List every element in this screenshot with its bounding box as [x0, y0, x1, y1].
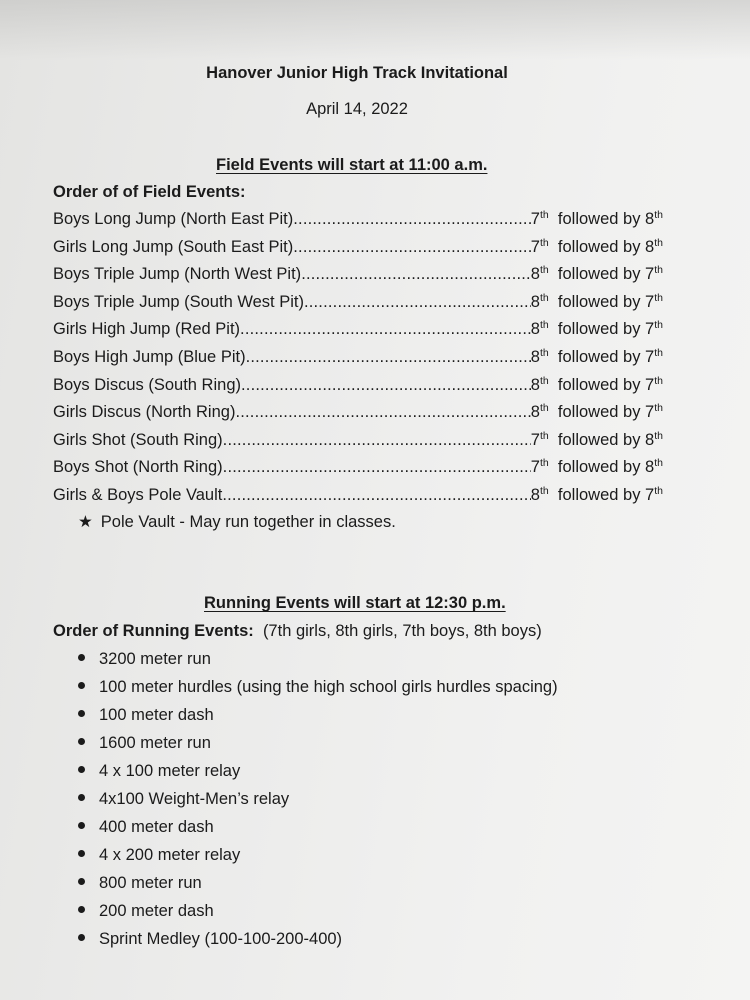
- second-grade-suffix: th: [654, 236, 663, 249]
- second-grade: 7: [645, 348, 655, 366]
- bullet-icon: [78, 794, 85, 801]
- field-event-order: [531, 265, 663, 284]
- first-grade: 8: [530, 348, 540, 366]
- second-grade: 7: [645, 486, 655, 504]
- bullet-icon: [78, 682, 85, 689]
- running-event-item: [78, 678, 558, 700]
- field-event-row: [53, 262, 663, 284]
- dot-leader: [293, 210, 531, 229]
- field-event-row: [53, 483, 663, 505]
- field-event-row: [53, 455, 663, 477]
- field-event-name: Boys Discus (South Ring): [53, 375, 241, 394]
- field-event-name: Girls & Boys Pole Vault: [53, 486, 223, 504]
- first-grade: 7: [530, 237, 540, 256]
- running-event-name: 800 meter run: [99, 874, 202, 892]
- second-grade: 8: [645, 210, 655, 228]
- field-event-order: [531, 376, 663, 395]
- running-event-name: 4 x 200 meter relay: [99, 846, 241, 864]
- bullet-icon: [78, 654, 85, 661]
- first-grade: 8: [530, 320, 540, 339]
- bullet-icon: [78, 710, 85, 717]
- field-order-heading: Order of of Field Events:: [53, 183, 246, 201]
- first-grade: 8: [530, 292, 540, 311]
- dot-leader: [223, 458, 531, 477]
- running-events-heading: Running Events will start at 12:30 p.m.: [204, 594, 506, 612]
- bullet-icon: [78, 850, 85, 857]
- second-grade-suffix: th: [654, 319, 663, 332]
- bullet-icon: [78, 934, 85, 941]
- running-event-name: 3200 meter run: [99, 650, 211, 668]
- followed-by-text: followed by: [557, 210, 641, 228]
- followed-by-text: followed by: [557, 458, 641, 477]
- first-grade-suffix: th: [539, 264, 549, 277]
- running-event-item: [78, 734, 211, 756]
- running-event-item: [78, 818, 214, 840]
- followed-by-text: followed by: [557, 237, 641, 256]
- field-event-name: Boys Triple Jump (North West Pit): [53, 265, 302, 284]
- field-event-row: [53, 373, 663, 395]
- running-event-name: 400 meter dash: [99, 818, 214, 836]
- first-grade-suffix: th: [539, 209, 549, 221]
- pole-vault-note: [78, 512, 396, 532]
- dot-leader: [223, 431, 531, 450]
- first-grade-suffix: th: [539, 374, 549, 387]
- second-grade: 7: [645, 375, 655, 394]
- field-event-row: [53, 207, 663, 229]
- running-event-item: [78, 874, 202, 896]
- first-grade-suffix: th: [539, 429, 549, 442]
- running-event-name: 4 x 100 meter relay: [99, 762, 241, 780]
- field-event-row: [53, 400, 663, 422]
- first-grade-suffix: th: [539, 319, 549, 332]
- followed-by-text: followed by: [557, 375, 641, 394]
- first-grade-suffix: th: [539, 347, 549, 359]
- second-grade: 8: [645, 458, 655, 477]
- field-event-order: [531, 210, 663, 229]
- field-event-row: [53, 345, 663, 367]
- running-event-item: [78, 846, 240, 868]
- bullet-icon: [78, 906, 85, 913]
- document-title: Hanover Junior High Track Invitational: [206, 64, 508, 82]
- followed-by-text: followed by: [557, 292, 641, 311]
- first-grade: 7: [530, 430, 540, 449]
- field-event-row: [53, 428, 663, 450]
- dot-leader: [241, 376, 531, 395]
- running-event-name: 200 meter dash: [99, 902, 214, 920]
- first-grade-suffix: th: [539, 457, 549, 470]
- second-grade-suffix: th: [654, 264, 663, 277]
- second-grade-suffix: th: [654, 402, 663, 415]
- field-event-row: [53, 235, 663, 257]
- followed-by-text: followed by: [557, 486, 641, 504]
- bullet-icon: [78, 766, 85, 773]
- field-event-row: [53, 317, 663, 339]
- star-icon: ★: [78, 513, 93, 531]
- dot-leader: [304, 293, 531, 312]
- second-grade: 7: [645, 265, 655, 284]
- first-grade-suffix: th: [539, 485, 549, 497]
- second-grade-suffix: th: [654, 209, 663, 221]
- first-grade: 8: [530, 375, 540, 394]
- field-event-order: [531, 403, 663, 422]
- running-event-item: [78, 650, 211, 672]
- second-grade: 7: [645, 292, 655, 311]
- dot-leader: [246, 348, 531, 367]
- bullet-icon: [78, 822, 85, 829]
- second-grade: 8: [645, 237, 655, 256]
- note-text: Pole Vault - May run together in classes.: [100, 513, 396, 531]
- dot-leader: [222, 486, 530, 505]
- field-event-name: Boys High Jump (Blue Pit): [53, 348, 246, 366]
- running-event-name: 100 meter dash: [99, 706, 214, 724]
- dot-leader: [301, 265, 531, 284]
- running-event-name: Sprint Medley (100-100-200-400): [99, 930, 343, 948]
- field-event-order: [531, 320, 663, 339]
- second-grade-suffix: th: [654, 429, 663, 442]
- field-event-name: Girls Shot (South Ring): [53, 430, 223, 449]
- second-grade-suffix: th: [654, 291, 663, 304]
- dot-leader: [235, 403, 530, 422]
- second-grade-suffix: th: [654, 457, 663, 470]
- running-event-item: [78, 902, 214, 924]
- field-event-name: Boys Long Jump (North East Pit): [53, 210, 294, 228]
- first-grade-suffix: th: [539, 402, 549, 415]
- second-grade: 7: [645, 320, 655, 339]
- first-grade: 7: [530, 210, 540, 228]
- followed-by-text: followed by: [557, 348, 641, 366]
- field-events-heading: Field Events will start at 11:00 a.m.: [216, 156, 488, 174]
- field-event-order: [531, 486, 663, 505]
- second-grade: 7: [645, 403, 655, 422]
- running-event-item: [78, 790, 289, 812]
- followed-by-text: followed by: [557, 320, 641, 339]
- first-grade: 7: [530, 458, 540, 477]
- running-order-detail: (7th girls, 8th girls, 7th boys, 8th boys): [262, 622, 542, 640]
- first-grade: 8: [530, 486, 540, 504]
- dot-leader: [293, 238, 531, 257]
- field-event-name: Girls High Jump (Red Pit): [53, 320, 241, 339]
- field-event-order: [531, 238, 663, 257]
- second-grade-suffix: th: [654, 374, 663, 387]
- field-event-row: [53, 290, 663, 312]
- followed-by-text: followed by: [557, 403, 641, 422]
- field-event-name: Girls Long Jump (South East Pit): [53, 237, 294, 256]
- running-event-item: [78, 762, 240, 784]
- field-event-name: Boys Triple Jump (South West Pit): [53, 292, 304, 311]
- first-grade-suffix: th: [539, 291, 549, 304]
- second-grade-suffix: th: [654, 485, 663, 497]
- running-event-name: 100 meter hurdles (using the high school girls hurdles spacing): [99, 678, 558, 696]
- field-event-name: Boys Shot (North Ring): [53, 458, 223, 477]
- running-event-name: 1600 meter run: [99, 734, 211, 752]
- followed-by-text: followed by: [557, 265, 641, 284]
- bullet-icon: [78, 738, 85, 745]
- field-event-name: Girls Discus (North Ring): [53, 403, 236, 422]
- field-event-order: [531, 293, 663, 312]
- field-event-order: [531, 458, 663, 477]
- second-grade-suffix: th: [654, 347, 663, 359]
- second-grade: 8: [645, 430, 655, 449]
- running-event-name: 4x100 Weight-Men’s relay: [99, 790, 290, 808]
- first-grade-suffix: th: [539, 236, 549, 249]
- document-date: April 14, 2022: [306, 100, 408, 118]
- running-event-item: [78, 706, 214, 728]
- dot-leader: [240, 320, 531, 339]
- running-order-label: Order of Running Events:: [53, 622, 254, 640]
- first-grade: 8: [530, 403, 540, 422]
- first-grade: 8: [530, 265, 540, 284]
- followed-by-text: followed by: [557, 430, 641, 449]
- field-event-order: [531, 431, 663, 450]
- field-event-order: [531, 348, 663, 367]
- running-order-heading: [53, 622, 542, 641]
- running-event-item: [78, 930, 342, 952]
- bullet-icon: [78, 878, 85, 885]
- page-shadow: [0, 0, 750, 60]
